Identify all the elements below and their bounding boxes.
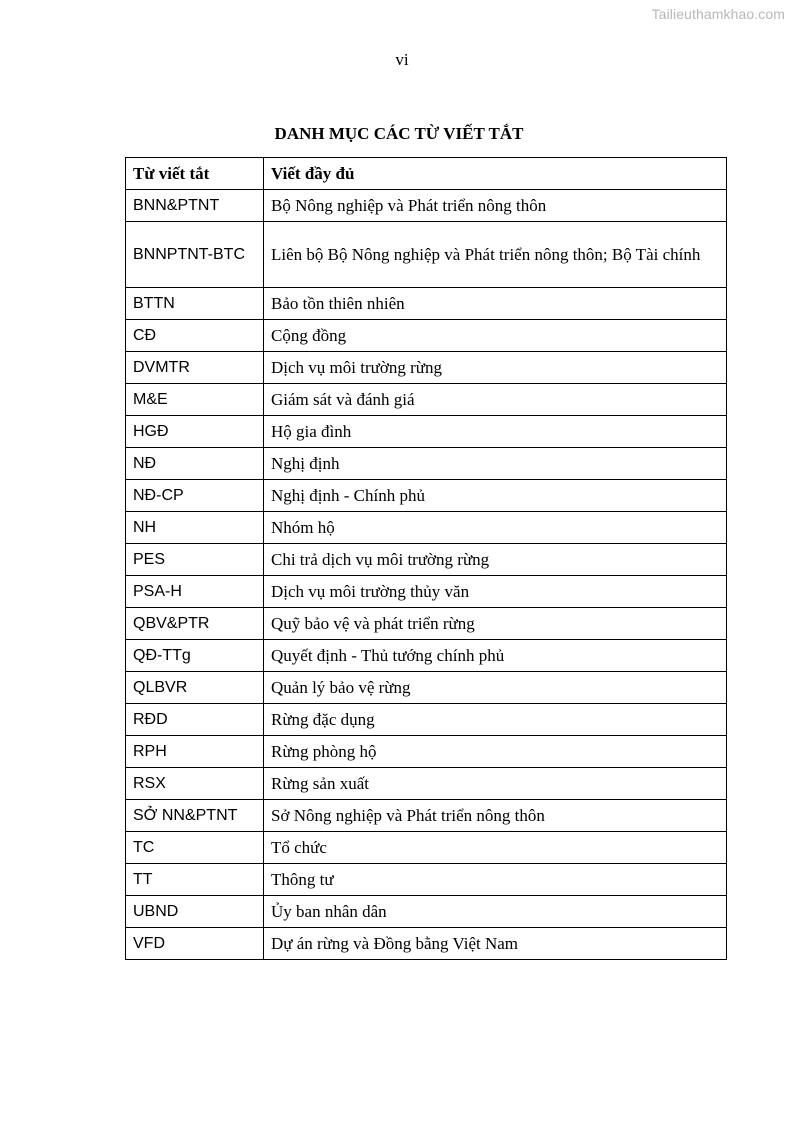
full-form-cell: Nhóm hộ bbox=[264, 512, 727, 544]
full-form-cell: Nghị định bbox=[264, 448, 727, 480]
full-form-cell: Nghị định - Chính phủ bbox=[264, 480, 727, 512]
abbreviation-cell: SỞ NN&PTNT bbox=[126, 800, 264, 832]
page-title: DANH MỤC CÁC TỪ VIẾT TẮT bbox=[274, 124, 524, 143]
full-form-cell: Rừng phòng hộ bbox=[264, 736, 727, 768]
full-form-cell: Quản lý bảo vệ rừng bbox=[264, 672, 727, 704]
table-row bbox=[126, 416, 727, 448]
table-row bbox=[126, 576, 727, 608]
full-form-cell: Tổ chức bbox=[264, 832, 727, 864]
full-form-cell: Rừng sản xuất bbox=[264, 768, 727, 800]
table-row bbox=[126, 448, 727, 480]
abbreviation-cell: CĐ bbox=[126, 320, 264, 352]
abbreviation-cell: M&E bbox=[126, 384, 264, 416]
table-row bbox=[126, 800, 727, 832]
table-row bbox=[126, 480, 727, 512]
page-number: vi bbox=[395, 50, 409, 69]
abbreviation-cell: RSX bbox=[126, 768, 264, 800]
abbreviation-cell: QLBVR bbox=[126, 672, 264, 704]
table-header-row bbox=[126, 158, 727, 190]
full-form-cell: Thông tư bbox=[264, 864, 727, 896]
table-row bbox=[126, 928, 727, 960]
table-body bbox=[126, 190, 727, 960]
table-row bbox=[126, 288, 727, 320]
abbreviation-cell: PES bbox=[126, 544, 264, 576]
table-row bbox=[126, 896, 727, 928]
watermark: Tailieuthamkhao.com bbox=[651, 6, 785, 22]
abbreviation-cell: VFD bbox=[126, 928, 264, 960]
abbreviation-table bbox=[125, 157, 727, 960]
table-row bbox=[126, 190, 727, 222]
table-row bbox=[126, 544, 727, 576]
abbreviation-cell: DVMTR bbox=[126, 352, 264, 384]
abbreviation-cell: TT bbox=[126, 864, 264, 896]
table-row bbox=[126, 222, 727, 288]
full-form-cell: Sở Nông nghiệp và Phát triển nông thôn bbox=[264, 800, 727, 832]
full-form-cell: Dịch vụ môi trường thủy văn bbox=[264, 576, 727, 608]
full-form-cell: Bộ Nông nghiệp và Phát triển nông thôn bbox=[264, 190, 727, 222]
full-form-cell: Quỹ bảo vệ và phát triển rừng bbox=[264, 608, 727, 640]
table-row bbox=[126, 736, 727, 768]
full-form-cell: Rừng đặc dụng bbox=[264, 704, 727, 736]
full-form-cell: Liên bộ Bộ Nông nghiệp và Phát triển nông thôn; Bộ Tài chính bbox=[264, 222, 727, 288]
abbreviation-cell: QĐ-TTg bbox=[126, 640, 264, 672]
full-form-cell: Bảo tồn thiên nhiên bbox=[264, 288, 727, 320]
full-form-cell: Quyết định - Thủ tướng chính phủ bbox=[264, 640, 727, 672]
table-row bbox=[126, 352, 727, 384]
table-row bbox=[126, 640, 727, 672]
abbreviation-cell: PSA-H bbox=[126, 576, 264, 608]
full-form-cell: Cộng đồng bbox=[264, 320, 727, 352]
abbreviation-cell: BTTN bbox=[126, 288, 264, 320]
column-header-full-form: Viết đầy đủ bbox=[264, 158, 727, 190]
abbreviation-cell: QBV&PTR bbox=[126, 608, 264, 640]
table-row bbox=[126, 384, 727, 416]
full-form-cell: Chi trả dịch vụ môi trường rừng bbox=[264, 544, 727, 576]
abbreviation-cell: BNN&PTNT bbox=[126, 190, 264, 222]
abbreviation-cell: NH bbox=[126, 512, 264, 544]
abbreviation-cell: NĐ-CP bbox=[126, 480, 264, 512]
abbreviation-cell: HGĐ bbox=[126, 416, 264, 448]
full-form-cell: Giám sát và đánh giá bbox=[264, 384, 727, 416]
table-row bbox=[126, 320, 727, 352]
full-form-cell: Ủy ban nhân dân bbox=[264, 896, 727, 928]
table-row bbox=[126, 608, 727, 640]
column-header-abbreviation: Từ viết tắt bbox=[126, 158, 264, 190]
abbreviation-cell: RĐD bbox=[126, 704, 264, 736]
table-row bbox=[126, 768, 727, 800]
abbreviation-cell: BNNPTNT-BTC bbox=[126, 222, 264, 288]
table-row bbox=[126, 512, 727, 544]
abbreviation-cell: RPH bbox=[126, 736, 264, 768]
abbreviation-cell: UBND bbox=[126, 896, 264, 928]
full-form-cell: Dự án rừng và Đồng bằng Việt Nam bbox=[264, 928, 727, 960]
full-form-cell: Hộ gia đình bbox=[264, 416, 727, 448]
full-form-cell: Dịch vụ môi trường rừng bbox=[264, 352, 727, 384]
abbreviation-cell: NĐ bbox=[126, 448, 264, 480]
table-row bbox=[126, 704, 727, 736]
table-row bbox=[126, 832, 727, 864]
abbreviation-cell: TC bbox=[126, 832, 264, 864]
table-row bbox=[126, 864, 727, 896]
table-row bbox=[126, 672, 727, 704]
